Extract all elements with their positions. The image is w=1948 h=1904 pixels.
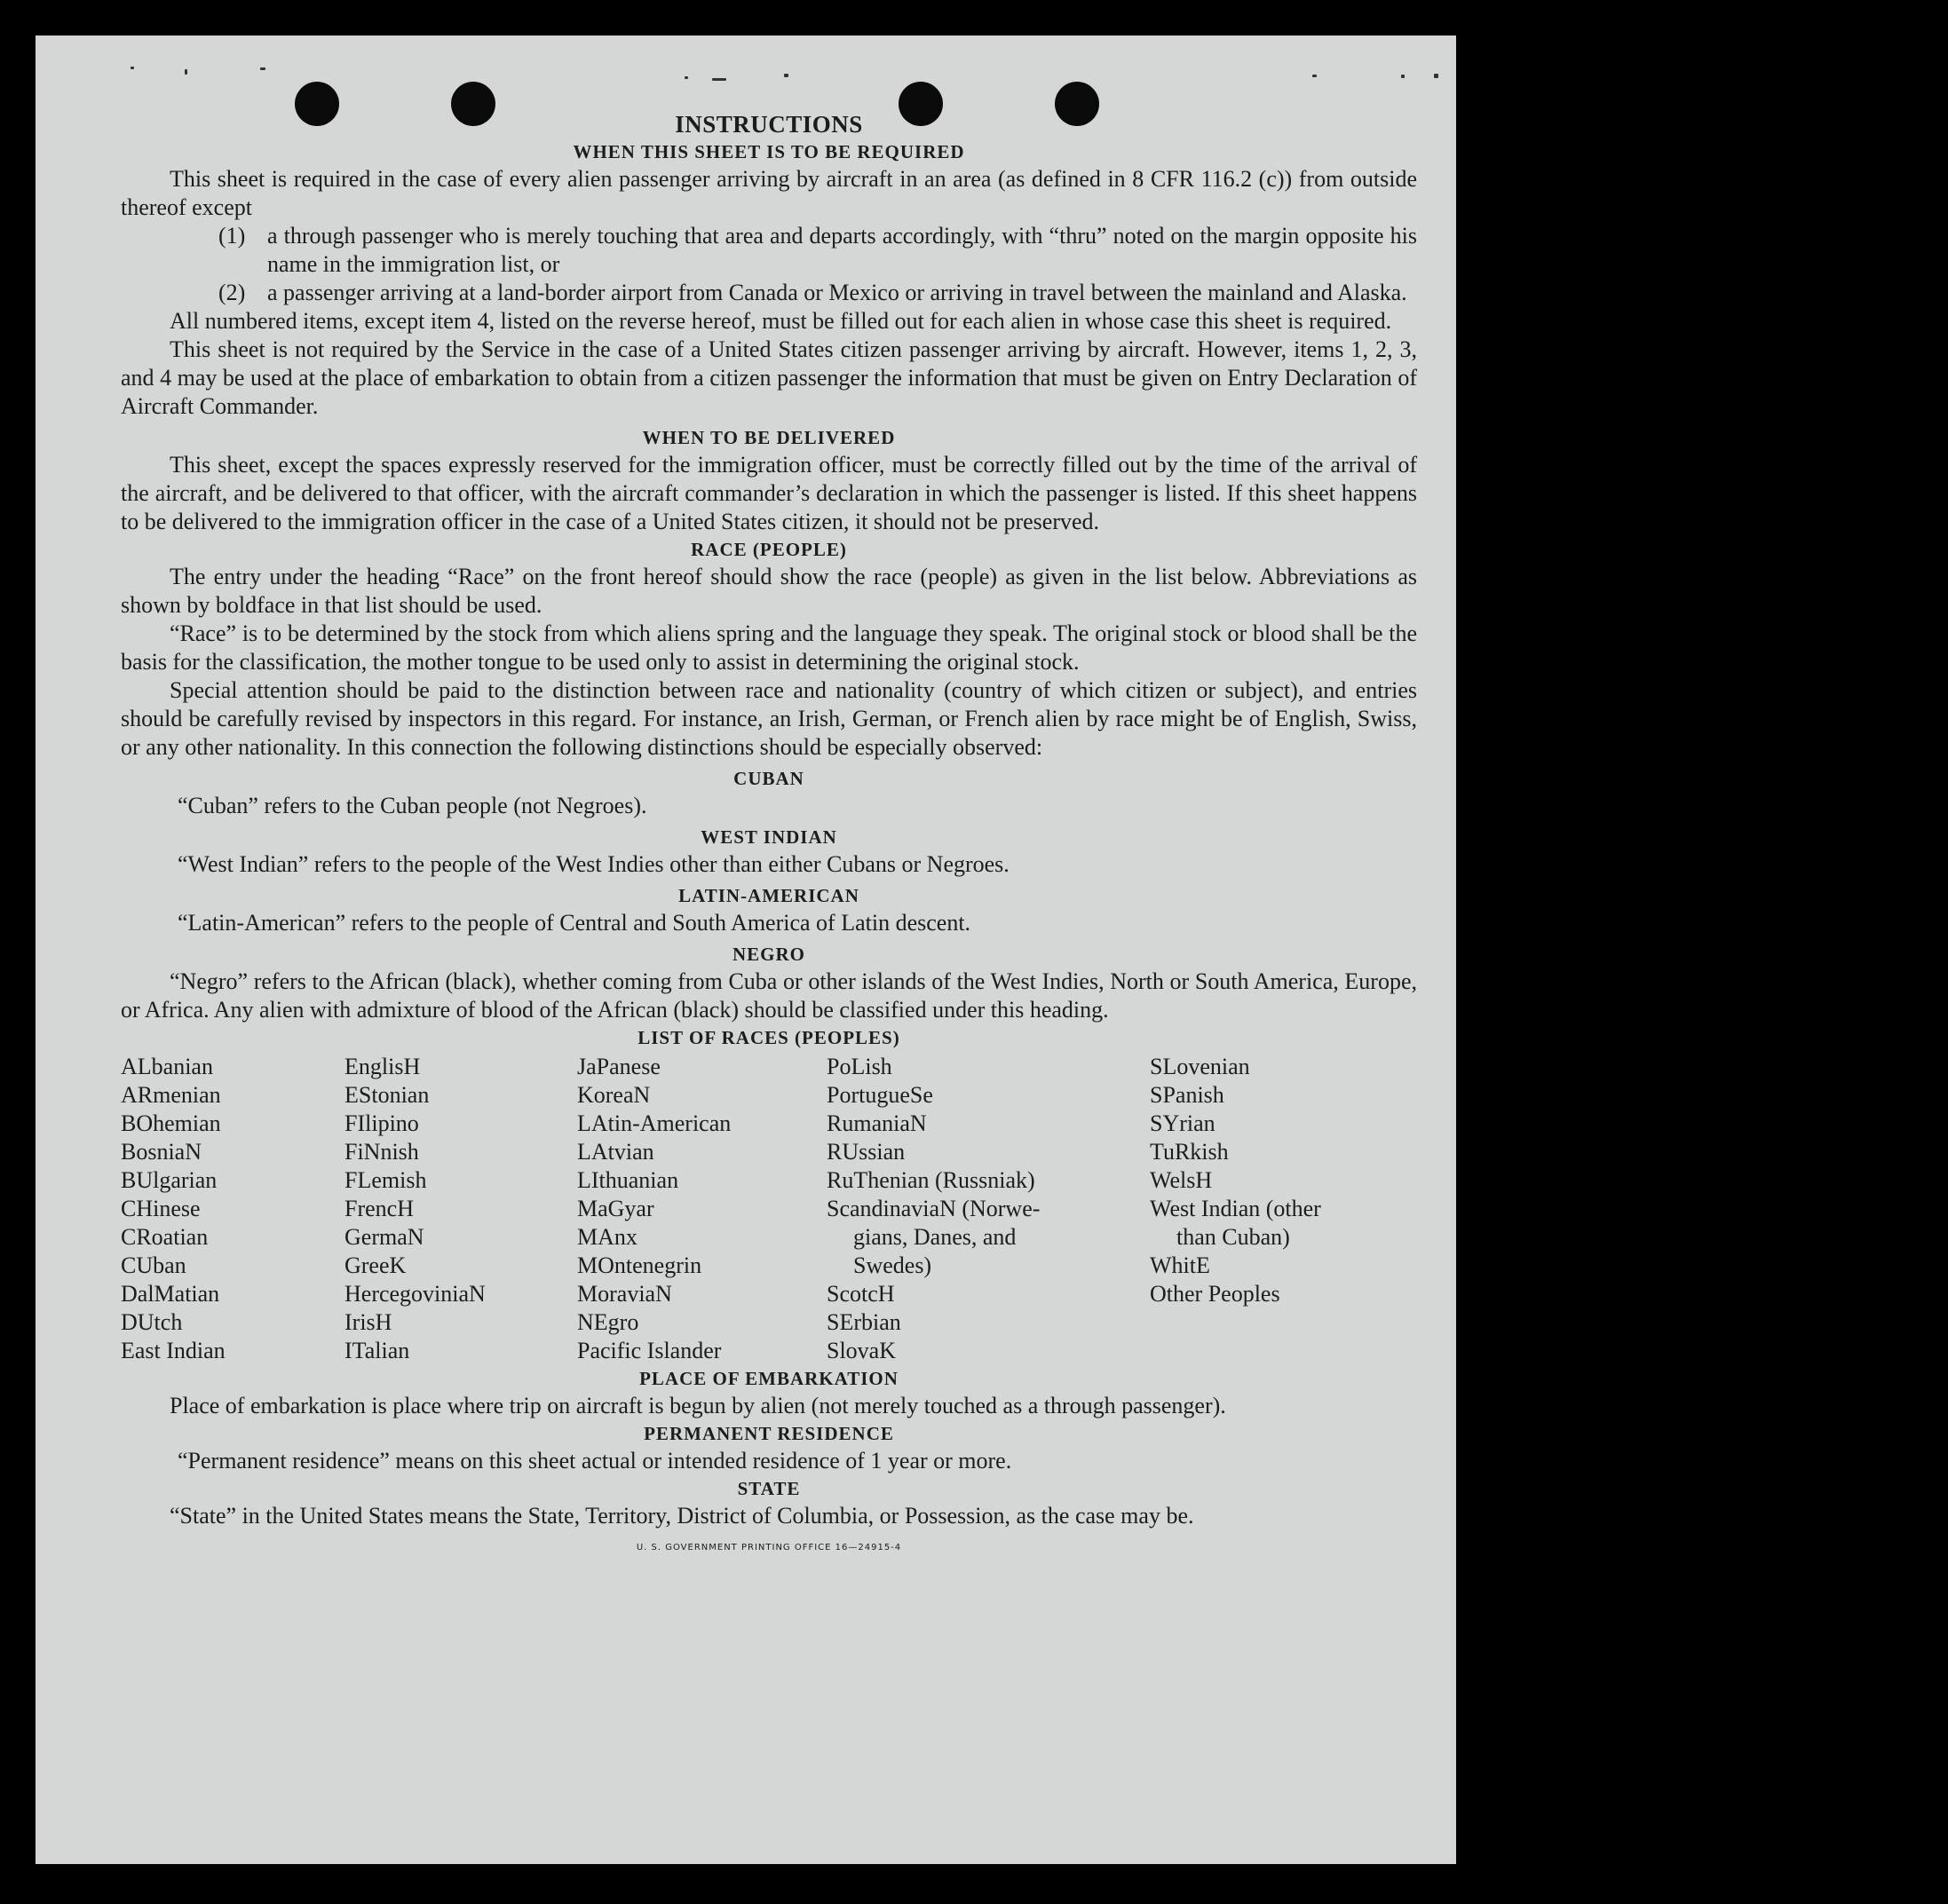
document-sheet [36, 36, 1456, 1864]
race-entry: WelsH [1150, 1167, 1213, 1193]
heading-cuban: CUBAN [733, 768, 804, 789]
race-column [577, 1053, 827, 1365]
heading-list-of-races: LIST OF RACES (PEOPLES) [637, 1027, 900, 1048]
race-entry-continued: than Cuban) [1176, 1224, 1290, 1250]
race-entry: GreeK [344, 1252, 407, 1278]
heading-west-indian: WEST INDIAN [701, 826, 837, 848]
race-entry: ScandinaviaN (Norwe- [827, 1196, 1041, 1221]
heading-when-delivered: WHEN TO BE DELIVERED [642, 427, 896, 448]
race-entry: MoraviaN [577, 1281, 672, 1307]
definition-negro: “Negro” refers to the African (black), whether coming from Cuba or other islands of the West Indies, North or South America, Europe, or Africa. Any alien with admixture of blood of the African (black) should be classified under this heading. [121, 968, 1417, 1023]
scan-speck [784, 74, 788, 77]
race-entry: JaPanese [577, 1054, 661, 1079]
definition-state: “State” in the United States means the State, Territory, District of Columbia, or Possession, as the case may be. [170, 1503, 1194, 1529]
heading-race: RACE (PEOPLE) [691, 539, 847, 560]
paragraph-citizen: This sheet is not required by the Service in the case of a United States citizen passenger arriving by aircraft. However, items 1, 2, 3, and 4 may be used at the place of embarkation to obtain from a citizen passenger the information that must be given on Entry Declaration of Aircraft Commander. [121, 336, 1417, 419]
item-number: (1) [218, 223, 246, 249]
race-entry: FiNnish [344, 1139, 419, 1165]
race-entry: RumaniaN [827, 1110, 927, 1136]
exception-item [121, 279, 1417, 307]
definition-residence: “Permanent residence” means on this sheet actual or intended residence of 1 year or more. [178, 1448, 1012, 1473]
paragraph-race-stock: “Race” is to be determined by the stock from which aliens spring and the language they speak. The original stock or blood shall be the basis for the classification, the mother tongue to be used only to assist in determining the original stock. [121, 620, 1417, 675]
instructions-content [121, 107, 1417, 1562]
heading-place-of-embarkation: PLACE OF EMBARKATION [639, 1368, 899, 1389]
exception-item [121, 222, 1417, 279]
definition-cuban: “Cuban” refers to the Cuban people (not Negroes). [178, 793, 647, 818]
definition-latin-american: “Latin-American” refers to the people of Central and South America of Latin descent. [178, 910, 971, 936]
race-entry: ALbanian [121, 1054, 213, 1079]
heading-permanent-residence: PERMANENT RESIDENCE [644, 1423, 894, 1444]
race-entry: CHinese [121, 1196, 201, 1221]
race-entry: BosniaN [121, 1139, 202, 1165]
race-entry: DUtch [121, 1309, 183, 1335]
race-entry: West Indian (other [1150, 1196, 1321, 1221]
race-entry: LAtvian [577, 1139, 654, 1165]
paragraph-race-nationality: Special attention should be paid to the distinction between race and nationality (country of which citizen or subject), and entries should be carefully revised by inspectors in this regard. For instance, an Irish, German, or French alien by race might be of English, Swiss, or any other nationality. In this connection the following distinctions should be especially observed: [121, 677, 1417, 760]
race-entry: SPanish [1150, 1082, 1224, 1108]
race-entry: GermaN [344, 1224, 424, 1250]
definition-embarkation: Place of embarkation is place where trip on aircraft is begun by alien (not merely touched as a through passenger). [170, 1393, 1226, 1418]
definition-west-indian: “West Indian” refers to the people of the West Indies other than either Cubans or Negroes. [178, 851, 1010, 877]
race-entry: MAnx [577, 1224, 637, 1250]
race-entry: EnglisH [344, 1054, 421, 1079]
paragraph-delivery: This sheet, except the spaces expressly reserved for the immigration officer, must be correctly filled out by the time of the arrival of the aircraft, and be delivered to that officer, with the aircraft commander’s declaration in which the passenger is listed. If this sheet happens to be delivered to the immigration officer in the case of a United States citizen, it should not be preserved. [121, 452, 1417, 534]
race-entry: HercegoviniaN [344, 1281, 486, 1307]
race-entry: LIthuanian [577, 1167, 679, 1193]
race-entry: BOhemian [121, 1110, 221, 1136]
paragraph-required: This sheet is required in the case of every alien passenger arriving by aircraft in an area (as defined in 8 CFR 116.2 (c)) from outside thereof except [121, 166, 1417, 220]
race-entry: SLovenian [1150, 1054, 1250, 1079]
race-column [121, 1053, 344, 1365]
race-entry-continued: gians, Danes, and [853, 1224, 1017, 1250]
scan-speck [131, 67, 134, 69]
scan-speck [1401, 75, 1405, 78]
race-list [121, 1053, 1417, 1365]
paragraph-numbered-items: All numbered items, except item 4, listed on the reverse hereof, must be filled out for each alien in whose case this sheet is required. [170, 308, 1392, 334]
race-entry: FLemish [344, 1167, 427, 1193]
race-entry: East Indian [121, 1338, 226, 1363]
race-entry: Pacific Islander [577, 1338, 722, 1363]
race-entry: BUlgarian [121, 1167, 218, 1193]
race-entry-continued: Swedes) [853, 1252, 932, 1278]
printer-footer: U. S. GOVERNMENT PRINTING OFFICE 16—24915-4 [636, 1543, 902, 1552]
heading-state: STATE [737, 1478, 801, 1499]
paragraph-race-entry: The entry under the heading “Race” on the front hereof should show the race (people) as given in the list below. Abbreviations as shown by boldface in that list should be used. [121, 564, 1417, 618]
race-entry: RUssian [827, 1139, 906, 1165]
race-column [827, 1053, 1150, 1365]
race-entry: TuRkish [1150, 1139, 1229, 1165]
race-entry: FrencH [344, 1196, 414, 1221]
race-entry: SYrian [1150, 1110, 1216, 1136]
race-entry: DalMatian [121, 1281, 220, 1307]
race-column [344, 1053, 577, 1365]
race-entry: EStonian [344, 1082, 430, 1108]
race-entry: SErbian [827, 1309, 901, 1335]
race-entry: RuThenian (Russniak) [827, 1167, 1035, 1193]
item-text: a passenger arriving at a land-border airport from Canada or Mexico or arriving in travel between the mainland and Alaska. [267, 280, 1407, 305]
scan-speck [1434, 74, 1438, 78]
item-number: (2) [218, 280, 246, 305]
race-column [1150, 1053, 1416, 1365]
race-entry: PoLish [827, 1054, 892, 1079]
heading-latin-american: LATIN-AMERICAN [678, 885, 859, 906]
scan-speck [185, 69, 187, 75]
scan-speck [712, 78, 726, 81]
race-entry: ARmenian [121, 1082, 221, 1108]
page-title: INSTRUCTIONS [675, 111, 863, 138]
race-entry: ScotcH [827, 1281, 895, 1307]
scan-speck [1312, 75, 1317, 77]
race-entry: CRoatian [121, 1224, 209, 1250]
heading-when-required: WHEN THIS SHEET IS TO BE REQUIRED [573, 141, 965, 162]
scan-speck [685, 76, 688, 79]
race-entry: SlovaK [827, 1338, 896, 1363]
scan-speck [260, 67, 265, 70]
race-entry: CUban [121, 1252, 186, 1278]
heading-negro: NEGRO [732, 944, 805, 965]
race-entry: FIlipino [344, 1110, 419, 1136]
race-entry: ITalian [344, 1338, 410, 1363]
race-entry: NEgro [577, 1309, 639, 1335]
race-entry: Other Peoples [1150, 1281, 1280, 1307]
race-entry: MaGyar [577, 1196, 654, 1221]
race-entry: IrisH [344, 1309, 392, 1335]
race-entry: PortugueSe [827, 1082, 933, 1108]
race-entry: MOntenegrin [577, 1252, 702, 1278]
race-entry: KoreaN [577, 1082, 651, 1108]
item-text: a through passenger who is merely touching that area and departs accordingly, with “thru” noted on the margin opposite his name in the immigration list, or [267, 223, 1417, 277]
race-entry: LAtin-American [577, 1110, 732, 1136]
race-entry: WhitE [1150, 1252, 1210, 1278]
